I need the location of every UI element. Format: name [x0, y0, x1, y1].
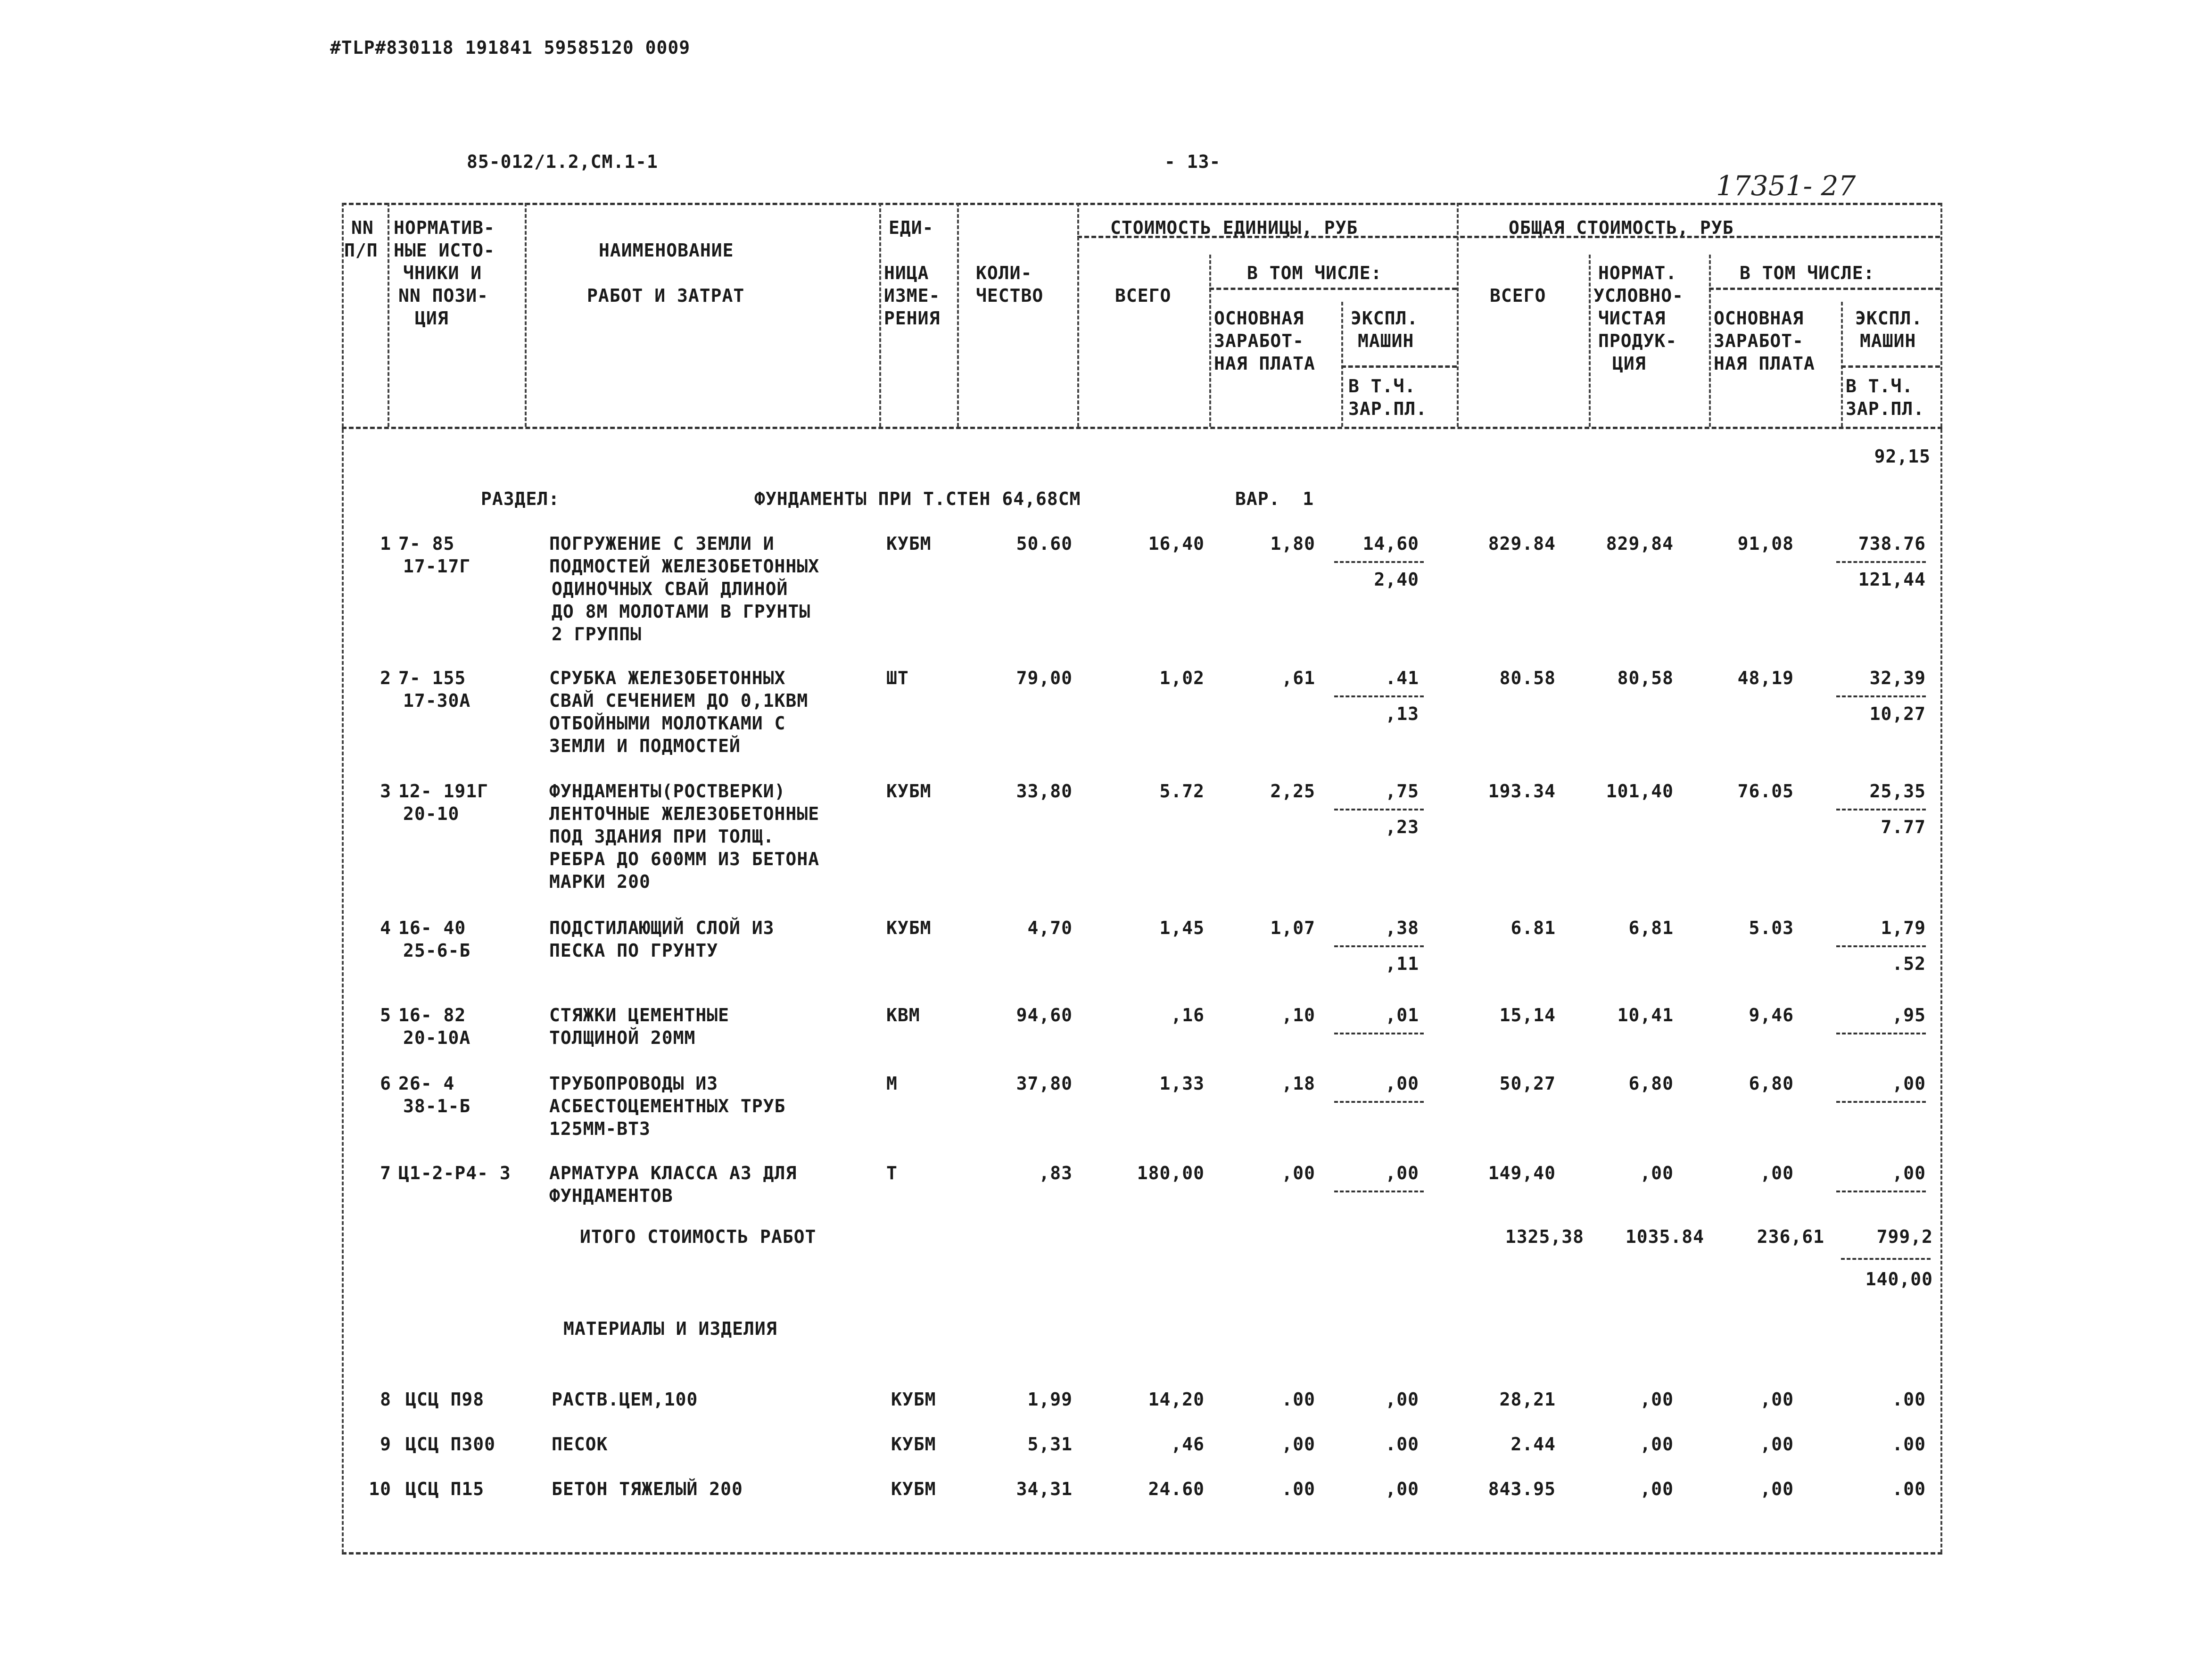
- header-total-wage: НАЯ ПЛАТА: [1714, 353, 1815, 374]
- row-norm-code: 20-10: [403, 803, 460, 824]
- row-number: 7: [380, 1163, 391, 1183]
- header-divider: [879, 203, 881, 427]
- section-variant: ВАР. 1: [1235, 488, 1314, 509]
- row-work-name: ТРУБОПРОВОДЫ ИЗ: [549, 1073, 718, 1094]
- material-number: 8: [380, 1389, 391, 1410]
- row-norm-code: 12- 191Г: [398, 781, 489, 802]
- material-total-cost: 843.95: [1488, 1479, 1556, 1499]
- material-unit-wage: ,00: [1281, 1434, 1315, 1455]
- material-name: БЕТОН ТЯЖЕЛЫЙ 200: [552, 1479, 743, 1499]
- header-nn: П/П: [344, 240, 378, 261]
- material-code: ЦСЦ П98: [405, 1389, 485, 1410]
- header-mach-line: [1341, 365, 1457, 368]
- row-total-machine-wage: .52: [1892, 953, 1926, 974]
- row-unit-total: 5.72: [1159, 781, 1205, 802]
- subtotal-separator: [1334, 1033, 1424, 1034]
- header-unit-cost: СТОИМОСТЬ ЕДИНИЦЫ, РУБ: [1110, 217, 1358, 238]
- row-unit-machine-wage: ,11: [1385, 953, 1419, 974]
- row-work-name: ПОДСТИЛАЮЩИЙ СЛОЙ ИЗ: [549, 918, 775, 938]
- row-total-norm-prod: 6,81: [1628, 918, 1674, 938]
- materials-title: МАТЕРИАЛЫ И ИЗДЕЛИЯ: [563, 1318, 777, 1339]
- header-incl-line: [1209, 288, 1457, 290]
- row-total-machine-wage: 7.77: [1881, 817, 1926, 837]
- subtotal-separator: [1334, 1101, 1424, 1103]
- document-header-code: #TLP#830118 191841 59585120 0009: [330, 37, 691, 58]
- header-norm-source: НЫЕ ИСТО-: [394, 240, 495, 261]
- row-unit: КУБМ: [886, 918, 932, 938]
- row-total-machine: ,95: [1892, 1005, 1926, 1025]
- header-total-total: ВСЕГО: [1490, 285, 1546, 306]
- row-unit-machine: ,75: [1385, 781, 1419, 802]
- header-total-wage: ОСНОВНАЯ: [1714, 308, 1804, 329]
- row-quantity: 50.60: [1016, 533, 1073, 554]
- header-norm-source: ЦИЯ: [415, 308, 449, 329]
- material-code: ЦСЦ П15: [405, 1479, 485, 1499]
- material-unit-machine: ,00: [1385, 1389, 1419, 1410]
- row-norm-code: 7- 85: [398, 533, 455, 554]
- subtotal-separator: [1334, 1191, 1424, 1192]
- row-norm-code: 17-30А: [403, 690, 471, 711]
- material-total-norm-prod: ,00: [1640, 1479, 1674, 1499]
- header-unit: ЕДИ-: [889, 217, 934, 238]
- row-work-name: ПОДМОСТЕЙ ЖЕЛЕЗОБЕТОННЫХ: [549, 556, 820, 577]
- row-work-name: ФУНДАМЕНТЫ(РОСТВЕРКИ): [549, 781, 786, 802]
- header-unit-incl: В ТОМ ЧИСЛЕ:: [1247, 263, 1382, 283]
- row-number: 1: [380, 533, 391, 554]
- row-total-wage: 76.05: [1737, 781, 1794, 802]
- header-norm-prod: УСЛОВНО-: [1593, 285, 1684, 306]
- header-total-mach: МАШИН: [1860, 331, 1916, 351]
- material-number: 10: [369, 1479, 391, 1499]
- header-norm-prod: ЧИСТАЯ: [1598, 308, 1666, 329]
- row-norm-code: 38-1-Б: [403, 1096, 471, 1116]
- subtotal-separator: [1836, 561, 1926, 563]
- row-work-name: СРУБКА ЖЕЛЕЗОБЕТОННЫХ: [549, 668, 786, 688]
- header-norm-prod: НОРМАТ.: [1598, 263, 1677, 283]
- material-total-machine: .00: [1892, 1389, 1926, 1410]
- handwritten-number: 17351- 27: [1716, 170, 1856, 202]
- page-number: - 13-: [1164, 151, 1221, 172]
- row-total-machine: 32,39: [1869, 668, 1926, 688]
- header-qty: КОЛИ-: [976, 263, 1032, 283]
- row-unit-machine: ,01: [1385, 1005, 1419, 1025]
- row-total-wage: 91,08: [1737, 533, 1794, 554]
- row-unit-wage: 2,25: [1270, 781, 1315, 802]
- row-work-name: ПОД ЗДАНИЯ ПРИ ТОЛЩ.: [549, 826, 775, 847]
- material-unit-total: ,46: [1171, 1434, 1205, 1455]
- section-title: ФУНДАМЕНТЫ ПРИ Т.СТЕН 64,68СМ: [754, 488, 1081, 509]
- material-unit: КУБМ: [891, 1389, 936, 1410]
- row-work-name: 125ММ-ВТ3: [549, 1118, 651, 1139]
- row-quantity: ,83: [1039, 1163, 1073, 1183]
- row-work-name: ОТБОЙНЫМИ МОЛОТКАМИ С: [549, 713, 786, 734]
- material-total-wage: ,00: [1760, 1389, 1794, 1410]
- row-total-cost: 829.84: [1488, 533, 1556, 554]
- header-name: НАИМЕНОВАНИЕ: [599, 240, 734, 261]
- material-total-norm-prod: ,00: [1640, 1434, 1674, 1455]
- material-unit-machine: .00: [1385, 1434, 1419, 1455]
- total-machine: 799,2: [1876, 1226, 1933, 1247]
- row-total-norm-prod: ,00: [1640, 1163, 1674, 1183]
- row-norm-code: 25-6-Б: [403, 940, 471, 961]
- row-norm-code: 20-10А: [403, 1027, 471, 1048]
- header-unit: НИЦА: [884, 263, 929, 283]
- subtotal-separator: [1836, 945, 1926, 947]
- row-total-machine: 25,35: [1869, 781, 1926, 802]
- material-name: ПЕСОК: [552, 1434, 608, 1455]
- row-unit: ШТ: [886, 668, 909, 688]
- carry-over-value: 92,15: [1874, 446, 1931, 467]
- row-total-machine: ,00: [1892, 1163, 1926, 1183]
- header-unit-mach: ЭКСПЛ.: [1351, 308, 1419, 329]
- header-incl-line: [1709, 288, 1940, 290]
- row-total-cost: 6.81: [1510, 918, 1556, 938]
- section-label: РАЗДЕЛ:: [481, 488, 560, 509]
- subtotal-separator: [1836, 695, 1926, 697]
- header-divider: [525, 203, 527, 427]
- row-unit-machine-wage: ,13: [1385, 703, 1419, 724]
- row-unit-wage: ,00: [1281, 1163, 1315, 1183]
- row-unit-total: ,16: [1171, 1005, 1205, 1025]
- header-unit: РЕНИЯ: [884, 308, 941, 329]
- total-wage: 236,61: [1757, 1226, 1824, 1247]
- row-work-name: ДО 8М МОЛОТАМИ В ГРУНТЫ: [552, 601, 811, 622]
- row-work-name: ТОЛЩИНОЙ 20ММ: [549, 1027, 696, 1048]
- row-unit-total: 1,33: [1159, 1073, 1205, 1094]
- row-work-name: СТЯЖКИ ЦЕМЕНТНЫЕ: [549, 1005, 730, 1025]
- row-norm-code: 26- 4: [398, 1073, 455, 1094]
- material-name: РАСТВ.ЦЕМ,100: [552, 1389, 698, 1410]
- material-total-norm-prod: ,00: [1640, 1389, 1674, 1410]
- row-unit-wage: ,10: [1281, 1005, 1315, 1025]
- row-total-norm-prod: 6,80: [1628, 1073, 1674, 1094]
- row-unit-wage: 1,80: [1270, 533, 1315, 554]
- subtotal-separator: [1334, 695, 1424, 697]
- row-total-machine: 1,79: [1881, 918, 1926, 938]
- material-number: 9: [380, 1434, 391, 1455]
- row-quantity: 94,60: [1016, 1005, 1073, 1025]
- material-quantity: 34,31: [1016, 1479, 1073, 1499]
- row-work-name: ПЕСКА ПО ГРУНТУ: [549, 940, 718, 961]
- material-total-machine: .00: [1892, 1434, 1926, 1455]
- subtotal-separator: [1836, 809, 1926, 810]
- row-norm-code: 17-17Г: [403, 556, 471, 577]
- row-number: 4: [380, 918, 391, 938]
- material-total-wage: ,00: [1760, 1479, 1794, 1499]
- row-total-wage: 6,80: [1749, 1073, 1794, 1094]
- header-mach-line: [1841, 365, 1940, 368]
- header-unit-wage: НАЯ ПЛАТА: [1214, 353, 1315, 374]
- row-work-name: ФУНДАМЕНТОВ: [549, 1185, 673, 1206]
- total-separator: [1841, 1258, 1931, 1260]
- table-bottom-border: [342, 1552, 1942, 1555]
- row-unit-wage: ,61: [1281, 668, 1315, 688]
- row-total-cost: 149,40: [1488, 1163, 1556, 1183]
- row-work-name: АСБЕСТОЦЕМЕНТНЫХ ТРУБ: [549, 1096, 786, 1116]
- row-unit-wage: ,18: [1281, 1073, 1315, 1094]
- row-work-name: ПОГРУЖЕНИЕ С ЗЕМЛИ И: [549, 533, 775, 554]
- header-qty: ЧЕСТВО: [976, 285, 1044, 306]
- row-work-name: ЛЕНТОЧНЫЕ ЖЕЛЕЗОБЕТОННЫЕ: [549, 803, 820, 824]
- table-left-border: [342, 203, 344, 1553]
- total-label: ИТОГО СТОИМОСТЬ РАБОТ: [580, 1226, 817, 1247]
- subtotal-separator: [1334, 561, 1424, 563]
- row-work-name: ЗЕМЛИ И ПОДМОСТЕЙ: [549, 736, 741, 756]
- subtotal-separator: [1836, 1191, 1926, 1192]
- material-quantity: 1,99: [1027, 1389, 1073, 1410]
- header-divider: [1341, 302, 1343, 427]
- material-unit-machine: ,00: [1385, 1479, 1419, 1499]
- row-number: 6: [380, 1073, 391, 1094]
- header-total-mach-wage: ЗАР.ПЛ.: [1846, 398, 1925, 419]
- header-divider: [388, 203, 389, 427]
- material-total-cost: 28,21: [1499, 1389, 1556, 1410]
- subtotal-separator: [1334, 809, 1424, 810]
- material-total-wage: ,00: [1760, 1434, 1794, 1455]
- row-quantity: 79,00: [1016, 668, 1073, 688]
- row-quantity: 4,70: [1027, 918, 1073, 938]
- row-work-name: 2 ГРУППЫ: [552, 624, 642, 645]
- row-work-name: ОДИНОЧНЫХ СВАЙ ДЛИНОЙ: [552, 579, 788, 599]
- row-total-norm-prod: 829,84: [1606, 533, 1674, 554]
- row-unit-machine: ,00: [1385, 1073, 1419, 1094]
- material-total-machine: .00: [1892, 1479, 1926, 1499]
- total-machine-wage: 140,00: [1865, 1269, 1933, 1290]
- header-divider: [957, 203, 959, 427]
- header-norm-prod: ПРОДУК-: [1598, 331, 1677, 351]
- row-unit-machine: .41: [1385, 668, 1419, 688]
- subtotal-separator: [1836, 1101, 1926, 1103]
- document-code: 85-012/1.2,CM.1-1: [467, 151, 658, 172]
- header-bottom-border: [342, 427, 1942, 429]
- total-norm-prod: 1035.84: [1625, 1226, 1704, 1247]
- row-number: 2: [380, 668, 391, 688]
- row-total-norm-prod: 80,58: [1617, 668, 1674, 688]
- subtotal-separator: [1334, 945, 1424, 947]
- material-unit-wage: .00: [1281, 1389, 1315, 1410]
- header-unit-mach: МАШИН: [1358, 331, 1414, 351]
- row-norm-code: Ц1-2-Р4- 3: [398, 1163, 511, 1183]
- row-unit-total: 16,40: [1148, 533, 1205, 554]
- row-total-machine-wage: 10,27: [1869, 703, 1926, 724]
- row-number: 5: [380, 1005, 391, 1025]
- row-total-machine: 738.76: [1858, 533, 1926, 554]
- header-total-wage: ЗАРАБОТ-: [1714, 331, 1804, 351]
- row-unit-total: 180,00: [1137, 1163, 1205, 1183]
- row-unit: КУБМ: [886, 533, 932, 554]
- row-work-name: СВАЙ СЕЧЕНИЕМ ДО 0,1КВМ: [549, 690, 809, 711]
- material-code: ЦСЦ П300: [405, 1434, 496, 1455]
- header-divider: [1841, 302, 1843, 427]
- row-unit: Т: [886, 1163, 898, 1183]
- row-work-name: МАРКИ 200: [549, 871, 651, 892]
- row-work-name: АРМАТУРА КЛАССА А3 ДЛЯ: [549, 1163, 797, 1183]
- header-divider: [1589, 255, 1591, 427]
- row-total-cost: 15,14: [1499, 1005, 1556, 1025]
- header-norm-source: НОРМАТИВ-: [394, 217, 495, 238]
- row-norm-code: 16- 82: [398, 1005, 466, 1025]
- header-divider: [1457, 203, 1459, 427]
- material-unit: КУБМ: [891, 1479, 936, 1499]
- row-norm-code: 7- 155: [398, 668, 466, 688]
- row-unit: КУБМ: [886, 781, 932, 802]
- row-total-wage: 9,46: [1749, 1005, 1794, 1025]
- row-quantity: 37,80: [1016, 1073, 1073, 1094]
- row-unit-total: 1,02: [1159, 668, 1205, 688]
- row-work-name: РЕБРА ДО 600ММ ИЗ БЕТОНА: [549, 849, 820, 869]
- row-number: 3: [380, 781, 391, 802]
- subtotal-separator: [1836, 1033, 1926, 1034]
- row-total-cost: 193.34: [1488, 781, 1556, 802]
- header-name: РАБОТ И ЗАТРАТ: [587, 285, 745, 306]
- total-cost: 1325,38: [1505, 1226, 1584, 1247]
- row-unit-machine: ,00: [1385, 1163, 1419, 1183]
- material-unit-total: 24.60: [1148, 1479, 1205, 1499]
- row-unit: КВМ: [886, 1005, 920, 1025]
- header-unit-total: ВСЕГО: [1115, 285, 1172, 306]
- table-right-border: [1940, 203, 1942, 1553]
- row-total-cost: 50,27: [1499, 1073, 1556, 1094]
- header-divider: [1077, 203, 1079, 427]
- header-unit: ИЗМЕ-: [884, 285, 941, 306]
- header-unit-mach-wage: ЗАР.ПЛ.: [1348, 398, 1428, 419]
- material-unit-wage: .00: [1281, 1479, 1315, 1499]
- header-unit-wage: ЗАРАБОТ-: [1214, 331, 1304, 351]
- header-norm-source: NN ПОЗИ-: [398, 285, 489, 306]
- header-norm-source: ЧНИКИ И: [403, 263, 482, 283]
- header-unit-wage: ОСНОВНАЯ: [1214, 308, 1304, 329]
- header-norm-prod: ЦИЯ: [1612, 353, 1646, 374]
- header-unit-mach-wage: В Т.Ч.: [1348, 376, 1416, 397]
- row-unit-machine: 14,60: [1362, 533, 1419, 554]
- row-total-wage: ,00: [1760, 1163, 1794, 1183]
- row-total-wage: 48,19: [1737, 668, 1794, 688]
- row-unit-machine-wage: 2,40: [1374, 569, 1419, 590]
- row-norm-code: 16- 40: [398, 918, 466, 938]
- header-divider: [1209, 255, 1211, 427]
- row-total-machine: ,00: [1892, 1073, 1926, 1094]
- header-nn: NN: [351, 217, 374, 238]
- header-total-mach: ЭКСПЛ.: [1855, 308, 1923, 329]
- row-unit-wage: 1,07: [1270, 918, 1315, 938]
- material-quantity: 5,31: [1027, 1434, 1073, 1455]
- row-total-norm-prod: 10,41: [1617, 1005, 1674, 1025]
- row-quantity: 33,80: [1016, 781, 1073, 802]
- material-total-cost: 2.44: [1510, 1434, 1556, 1455]
- material-unit-total: 14,20: [1148, 1389, 1205, 1410]
- header-total-cost: ОБЩАЯ СТОИМОСТЬ, РУБ: [1509, 217, 1734, 238]
- header-total-mach-wage: В Т.Ч.: [1846, 376, 1914, 397]
- row-total-norm-prod: 101,40: [1606, 781, 1674, 802]
- material-unit: КУБМ: [891, 1434, 936, 1455]
- row-unit-machine-wage: ,23: [1385, 817, 1419, 837]
- row-total-machine-wage: 121,44: [1858, 569, 1926, 590]
- row-unit: М: [886, 1073, 898, 1094]
- header-total-incl: В ТОМ ЧИСЛЕ:: [1740, 263, 1875, 283]
- row-total-wage: 5.03: [1749, 918, 1794, 938]
- row-unit-machine: ,38: [1385, 918, 1419, 938]
- header-divider: [1709, 255, 1711, 427]
- row-unit-total: 1,45: [1159, 918, 1205, 938]
- row-total-cost: 80.58: [1499, 668, 1556, 688]
- table-top-border: [342, 203, 1942, 205]
